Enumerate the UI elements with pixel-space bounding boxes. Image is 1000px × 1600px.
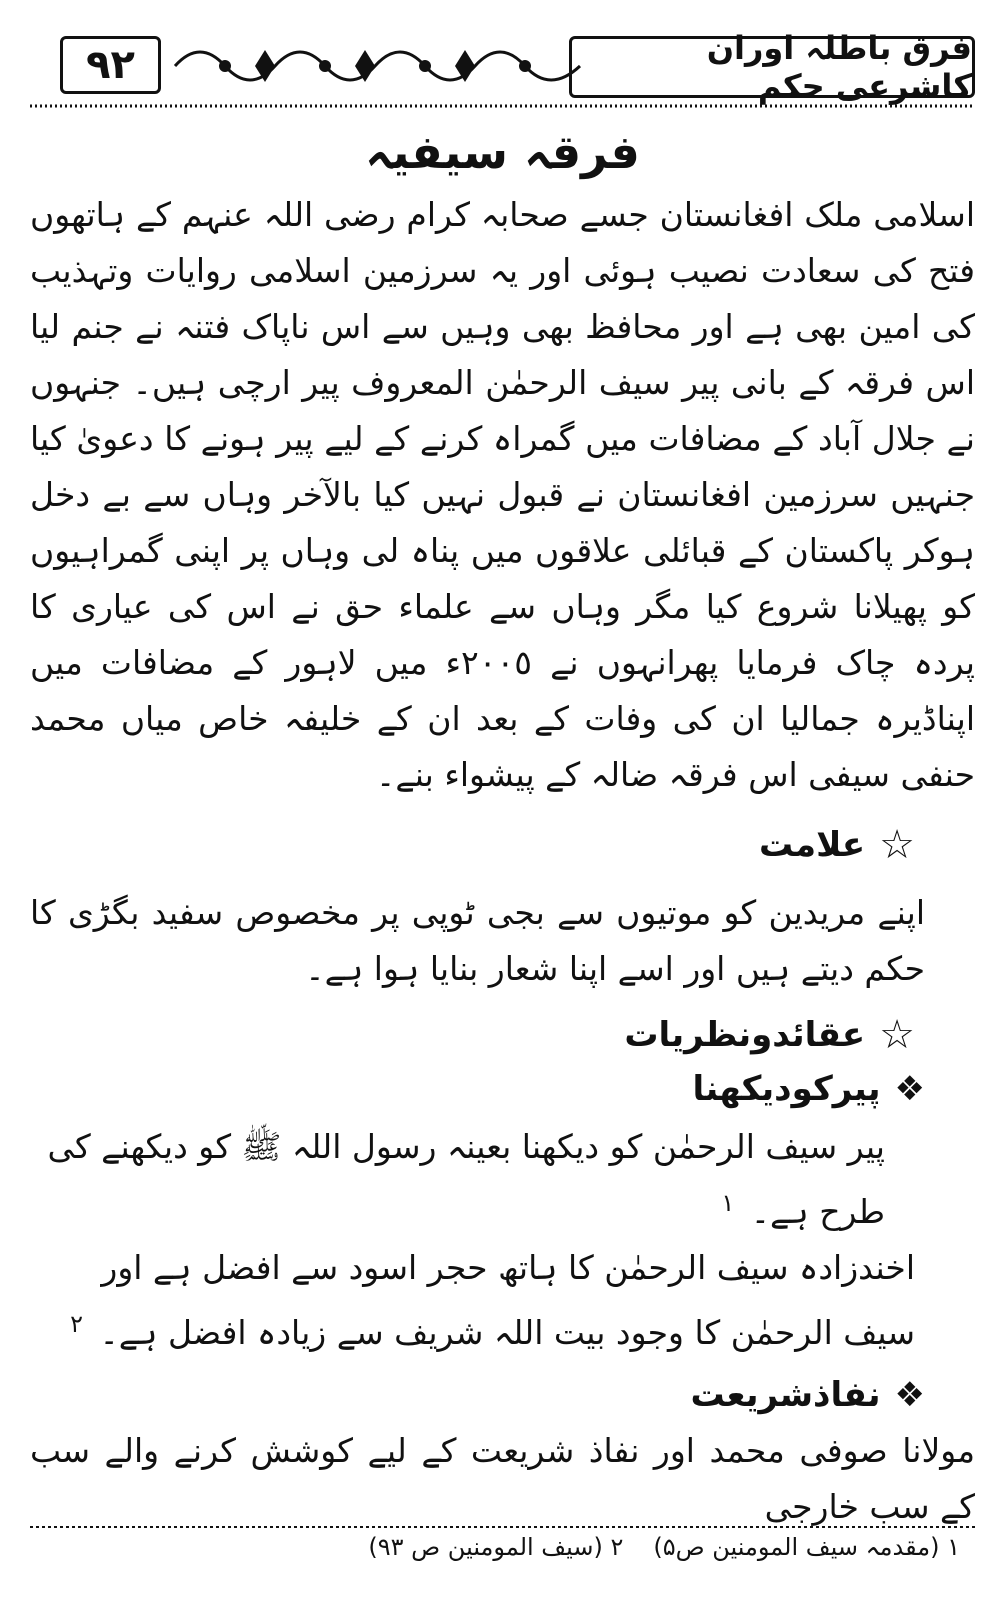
pir-heading-row <box>30 1069 925 1109</box>
star-icon: ☆ <box>879 822 915 868</box>
star-icon: ☆ <box>879 1012 915 1058</box>
sign-paragraph: اپنے مریدین کو موتیوں سے بجی ٹوپی پر مخصوص سفید بگڑی کا حکم دیتے ہیں اور اسے اپنا شعار بنایا ہوا ہے۔ <box>30 893 925 988</box>
book-title: فرق باطلہ اوران کاشرعی حکم <box>569 36 975 98</box>
shariah-heading: نفاذشریعت <box>690 1375 881 1415</box>
diamond-icon: ❖ <box>894 1069 925 1109</box>
floral-ornament-icon <box>170 38 590 94</box>
shariah-heading-row <box>30 1375 925 1415</box>
pir-line-2-text: اخندزادہ سیف الرحمٰن کا ہاتھ حجر اسود سے افضل ہے اور سیف الرحمٰن کا وجود بیت اللہ شریف سے زیادہ افضل ہے۔ <box>99 1248 915 1352</box>
beliefs-heading-row <box>30 1012 915 1058</box>
diamond-icon: ❖ <box>894 1375 925 1415</box>
footnotes <box>300 1533 960 1561</box>
intro-paragraph: اسلامی ملک افغانستان جسے صحابہ کرام رضی اللہ عنہم کے ہاتھوں فتح کی سعادت نصیب ہوئی اور یہ سرزمین اسلامی روایات وتہذیب کی امین بھی ہے اور محافظ بھی وہیں سے اس ناپاک فتنہ نے جنم لیا اس فرقہ کے بانی پیر سیف الرحمٰن المعروف پیر ارچی ہیں۔ جنہوں نے جلال آباد کے مضافات میں گمراہ کرنے کے لیے پیر ہونے کا دعویٰ کیا جنہیں سرزمین افغانستان نے قبول نہیں کیا بالآخر وہاں سے بے دخل ہوکر پاکستان کے قبائلی علاقوں میں پناہ لی وہاں پر اپنی گمراہیوں کو پھیلانا شروع کیا مگر وہاں سے علماء حق نے اس کی عیاری کا پردہ چاک فرمایا پھرانہوں نے ٢٠٠٥ء میں لاہور کے مضافات میں اپناڈیرہ جمالیا ان کی وفات کے بعد ان کے خلیفہ خاص میاں محمد حنفی سیفی اس فرقہ ضالہ کے پیشواء بنے۔ <box>30 195 975 794</box>
pir-line-1-text: پیر سیف الرحمٰن کو دیکھنا بعینہ رسول اللہ ﷺ کو دیکھنے کی طرح ہے۔ <box>47 1127 885 1231</box>
footnote-ref-1: ١ <box>721 1189 735 1217</box>
pir-line-2 <box>30 1240 915 1361</box>
footnote-1: ١ (مقدمہ سیف المومنین ص۵) <box>653 1533 960 1561</box>
footnote-2: ٢ (سیف المومنین ص ٩٣) <box>368 1533 624 1561</box>
beliefs-heading: عقائدونظریات <box>624 1015 866 1055</box>
pir-heading: پیرکودیکھنا <box>692 1069 881 1109</box>
shariah-paragraph: مولانا صوفی محمد اور نفاذ شریعت کے لیے کوشش کرنے والے سب کے سب خارجی <box>30 1431 975 1526</box>
pir-line-1 <box>30 1119 885 1240</box>
footnote-ref-2: ٢ <box>70 1310 83 1338</box>
page-content <box>30 125 975 1535</box>
section-title: فرقہ سیفیہ <box>365 125 640 179</box>
page-number: ٩٢ <box>60 36 161 94</box>
sign-heading: علامت <box>759 825 866 865</box>
footnote-separator <box>30 1525 975 1529</box>
page-header <box>30 30 975 115</box>
sign-heading-row <box>30 822 915 868</box>
header-rule <box>30 102 975 110</box>
